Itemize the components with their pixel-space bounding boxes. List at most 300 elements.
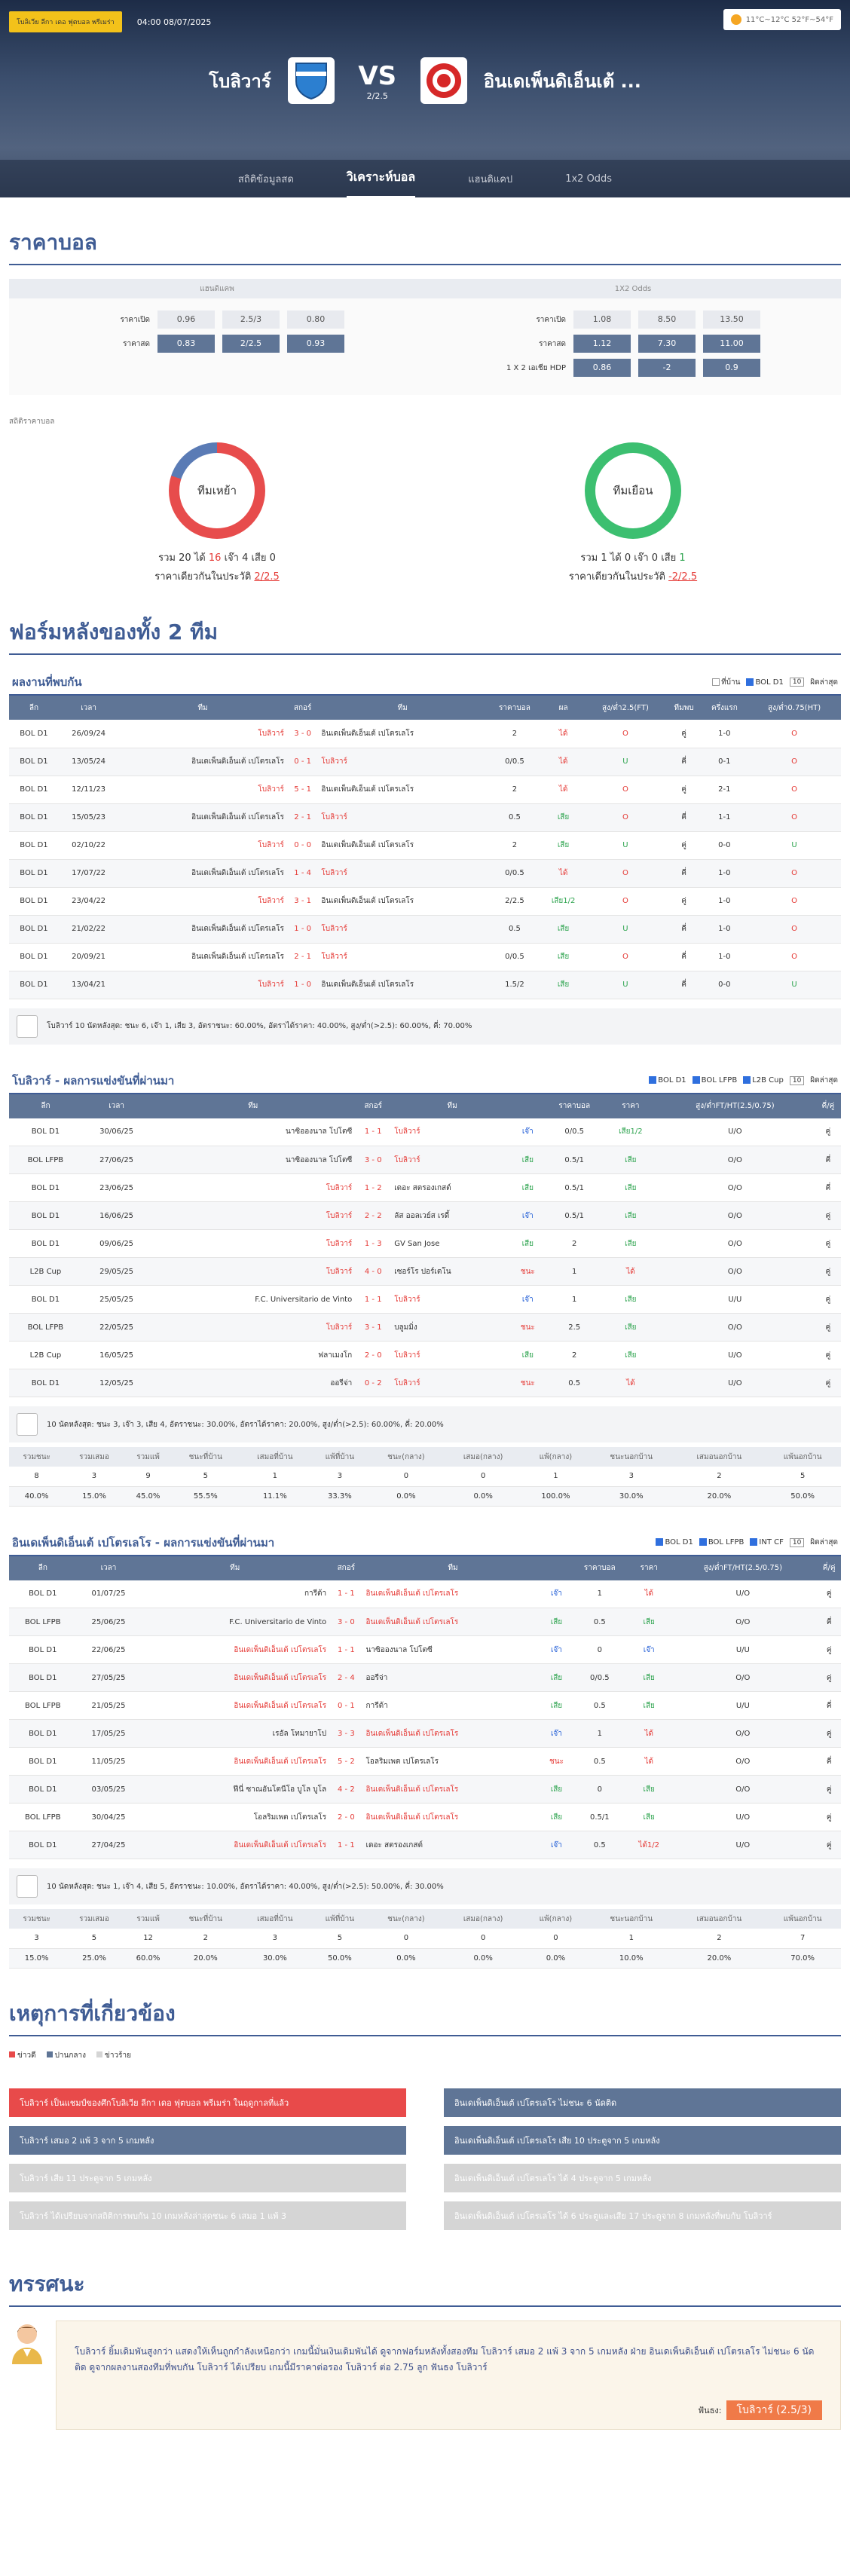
table-cell: 0 - 0 [287, 831, 319, 859]
table-cell: เจ๊า [629, 1636, 668, 1664]
table-cell[interactable]: โบลิวาร์ [391, 1146, 513, 1174]
table-cell: เสีย [607, 1286, 655, 1314]
table-cell: 1-1 [702, 803, 748, 831]
latest-label: ผิดล่าสุด [810, 678, 838, 687]
bol-d1-checkbox[interactable]: BOL D1 [746, 678, 783, 687]
table-cell[interactable]: โบลิวาร์ [151, 1314, 355, 1342]
filter-checkbox[interactable]: BOL LFPB [699, 1538, 745, 1547]
event-item[interactable]: โบลิวาร์ เสมอ 2 แพ้ 3 จาก 5 เกมหลัง [9, 2126, 406, 2155]
table-cell[interactable]: อินเดเพ็นดิเอ็นเต้ เปโตรเลโร [140, 1664, 329, 1692]
odds-cell[interactable]: 1.08 [573, 311, 631, 329]
table-cell: BOL D1 [9, 1369, 82, 1397]
stat-percent: 15.0% [9, 1948, 64, 1968]
tab-analysis[interactable]: วิเคราะห์บอล [347, 159, 415, 198]
table-row [9, 943, 841, 971]
column-header: ชนะที่บ้าน [172, 1909, 239, 1929]
table-cell: คู่ [817, 1831, 841, 1859]
table-cell[interactable]: นาซิอองนาล โปโตซี [151, 1118, 355, 1146]
stat-percent: 20.0% [172, 1948, 239, 1968]
event-item[interactable]: อินเดเพ็นดิเอ็นเต้ เปโตรเลโร เสีย 10 ประตูจาก 5 เกมหลัง [444, 2126, 841, 2155]
table-cell: O [748, 776, 841, 803]
odds-cell[interactable]: 13.50 [703, 311, 760, 329]
stat-percent: 55.5% [172, 1486, 239, 1506]
table-cell[interactable]: อินเดเพ็นดิเอ็นเต้ เปโตรเลโร [118, 859, 287, 887]
stat-percent: 25.0% [64, 1948, 124, 1968]
table-cell: คี่ [815, 1174, 841, 1202]
column-header: ทีม [151, 1094, 355, 1118]
h2h-summary-text: โบลิวาร์ 10 นัดหลังสุด: ชนะ 6, เจ๊า 1, เสีย 3, อัตราชนะ: 60.00%, อัตราได้ราคา: 40.00%, สูง/ต่ำ(>2.5): 60.00%, คี่: 70.00% [47, 1022, 472, 1030]
table-cell[interactable]: โบลิวาร์ [151, 1202, 355, 1230]
table-cell: 16/05/25 [82, 1342, 151, 1369]
column-header: ราคา [607, 1094, 655, 1118]
table-cell: 2 - 1 [287, 803, 319, 831]
table-cell[interactable]: โบลิวาร์ [118, 776, 287, 803]
table-row [9, 748, 841, 776]
table-cell: คู่ [815, 1230, 841, 1258]
h2h-summary [9, 1008, 841, 1045]
count-select[interactable]: 10 [790, 1538, 804, 1547]
table-cell: 3 - 3 [329, 1720, 362, 1748]
column-header: ทีม [318, 696, 487, 720]
odds-cell[interactable]: 0.80 [287, 311, 344, 329]
tab-handicap[interactable]: แฮนดิแคป [468, 173, 513, 185]
table-cell[interactable]: อินเดเพ็นดิเอ็นเต้ เปโตรเลโร [363, 1720, 543, 1748]
table-cell: เสีย [543, 1664, 570, 1692]
column-header: ผล [543, 696, 585, 720]
table-cell[interactable]: โอลริมเพต เปโตรเลโร [140, 1804, 329, 1831]
column-header: ราคาบอล [570, 1556, 629, 1580]
table-cell: 2 [487, 776, 543, 803]
table-cell: คู่ [817, 1776, 841, 1804]
table-cell[interactable]: ลัส ออลเวย์ส เรดี้ [391, 1202, 513, 1230]
filter-checkbox[interactable]: INT CF [750, 1538, 783, 1547]
event-item[interactable]: โบลิวาร์ เป็นแชมป์ของศึกโบลิเวีย ลีกา เดอ ฟุตบอล พรีเมร่า ในฤดูกาลที่แล้ว [9, 2088, 406, 2117]
notes-icon [17, 1413, 38, 1436]
table-cell: U/U [668, 1636, 817, 1664]
odds-cell[interactable]: 11.00 [703, 335, 760, 353]
count-select[interactable]: 10 [790, 1076, 804, 1085]
table-cell[interactable]: เดอะ สตรองเกสต์ [391, 1174, 513, 1202]
stat-count: 12 [124, 1929, 173, 1948]
table-cell: เสีย1/2 [607, 1118, 655, 1146]
table-cell[interactable]: โบลิวาร์ [391, 1286, 513, 1314]
table-cell: 1-0 [702, 887, 748, 915]
table-cell: U [584, 915, 666, 943]
table-cell: U/U [655, 1286, 815, 1314]
table-cell: คู่ [815, 1118, 841, 1146]
table-cell[interactable]: โบลิวาร์ [151, 1230, 355, 1258]
column-header: ทีม [118, 696, 287, 720]
table-cell: 3 - 1 [355, 1314, 391, 1342]
table-row [9, 1314, 841, 1342]
table-cell: 03/05/25 [77, 1776, 141, 1804]
stat-count: 5 [64, 1929, 124, 1948]
table-cell: O/O [655, 1174, 815, 1202]
table-row [9, 720, 841, 748]
table-cell[interactable]: F.C. Universitario de Vinto [140, 1608, 329, 1636]
column-header: คี่/คู่ [817, 1556, 841, 1580]
notes-icon [17, 1015, 38, 1038]
column-header: ทีม [391, 1094, 513, 1118]
table-row [9, 1118, 841, 1146]
table-cell[interactable]: โอลริมเพต เปโตรเลโร [363, 1748, 543, 1776]
h2h-title: ผลงานที่พบกัน [12, 675, 82, 689]
table-cell: เจ๊า [513, 1286, 543, 1314]
column-header: ลีก [9, 1556, 77, 1580]
table-cell[interactable]: อินเดเพ็นดิเอ็นเต้ เปโตรเลโร [118, 915, 287, 943]
table-cell[interactable]: อินเดเพ็นดิเอ็นเต้ เปโตรเลโร [363, 1580, 543, 1608]
column-header: รวมเสมอ [64, 1909, 124, 1929]
table-cell: 23/06/25 [82, 1174, 151, 1202]
table-cell[interactable]: เซอร์โร ปอร์เตโน [391, 1258, 513, 1286]
table-cell: เสีย [543, 971, 585, 999]
table-cell: เสีย [607, 1174, 655, 1202]
odds-cell[interactable]: 0.83 [157, 335, 215, 353]
table-cell[interactable]: โบลิวาร์ [118, 831, 287, 859]
match-datetime: 04:00 08/07/2025 [136, 17, 212, 27]
table-cell: 02/10/22 [59, 831, 118, 859]
table-cell[interactable]: โบลิวาร์ [118, 887, 287, 915]
column-header: แพ้ที่บ้าน [310, 1447, 368, 1467]
table-cell[interactable]: นาซิอองนาล โปโตซี [151, 1146, 355, 1174]
odds-cell[interactable]: 1.12 [573, 335, 631, 353]
table-cell: 1.5/2 [487, 971, 543, 999]
home-only-checkbox[interactable]: ที่บ้าน [712, 677, 740, 688]
table-cell: เสีย [629, 1804, 668, 1831]
table-cell: 0 - 1 [287, 748, 319, 776]
table-cell: 1 - 1 [355, 1286, 391, 1314]
away-stat-table [9, 1909, 841, 1969]
table-cell: 0/0.5 [543, 1118, 607, 1146]
table-cell: คู่ [667, 776, 702, 803]
home-summary-text: 10 นัดหลังสุด: ชนะ 3, เจ๊า 3, เสีย 4, อัตราชนะ: 30.00%, อัตราได้ราคา: 20.00%, สูง/ต่ำ(>2.5): 60.00%, คี่: 20.00% [47, 1420, 444, 1429]
table-cell: เสีย [513, 1230, 543, 1258]
stat-count: 0 [443, 1467, 522, 1486]
column-header: เสมอนอกบ้าน [674, 1909, 765, 1929]
table-cell: 1 - 1 [329, 1580, 362, 1608]
away-form-summary [9, 1868, 841, 1904]
table-cell: 12/05/25 [82, 1369, 151, 1397]
table-cell: BOL D1 [9, 1664, 77, 1692]
table-cell[interactable]: อินเดเพ็นดิเอ็นเต้ เปโตรเลโร [363, 1608, 543, 1636]
stat-count: 7 [764, 1929, 841, 1948]
table-cell: 0/0.5 [487, 943, 543, 971]
odds-cell[interactable]: 0.93 [287, 335, 344, 353]
table-cell[interactable]: โบลิวาร์ [391, 1118, 513, 1146]
table-cell[interactable]: ออรีจ่า [363, 1664, 543, 1692]
table-cell[interactable]: โบลิวาร์ [318, 859, 487, 887]
table-cell[interactable]: การีต้า [140, 1580, 329, 1608]
table-cell: 1-0 [702, 915, 748, 943]
table-cell: เสีย [607, 1202, 655, 1230]
table-cell: เสีย [543, 831, 585, 859]
table-cell: 17/05/25 [77, 1720, 141, 1748]
filter-checkbox[interactable]: BOL D1 [649, 1076, 686, 1085]
table-cell: 2 - 4 [329, 1664, 362, 1692]
table-cell: BOL D1 [9, 887, 59, 915]
table-cell[interactable]: F.C. Universitario de Vinto [151, 1286, 355, 1314]
stat-count: 3 [64, 1467, 124, 1486]
table-cell: BOL LFPB [9, 1608, 77, 1636]
column-header: เวลา [59, 696, 118, 720]
odds-cell[interactable]: 2/2.5 [222, 335, 280, 353]
odds-panel [9, 279, 841, 395]
table-cell: 20/09/21 [59, 943, 118, 971]
1x2-header: 1X2 Odds [614, 284, 652, 293]
tab-bar [0, 160, 850, 197]
table-cell[interactable]: อินเดเพ็นดิเอ็นเต้ เปโตรเลโร [318, 887, 487, 915]
pick-badge: โบลิวาร์ (2.5/3) [726, 2400, 823, 2420]
column-header: รวมชนะ [9, 1447, 64, 1467]
event-item[interactable]: อินเดเพ็นดิเอ็นเต้ เปโตรเลโร ได้ 4 ประตูจาก 5 เกมหลัง [444, 2164, 841, 2192]
table-cell: ชนะ [513, 1258, 543, 1286]
table-cell[interactable]: GV San Jose [391, 1230, 513, 1258]
event-item[interactable]: อินเดเพ็นดิเอ็นเต้ เปโตรเลโร ได้ 6 ประตูและเสีย 17 ประตูจาก 8 เกมหลังที่พบกับ โบลิวาร์ [444, 2201, 841, 2230]
table-cell: O [584, 887, 666, 915]
table-cell[interactable]: โบลิวาร์ [318, 748, 487, 776]
table-cell: O/O [655, 1258, 815, 1286]
table-cell: O [748, 803, 841, 831]
table-cell[interactable]: อินเดเพ็นดิเอ็นเต้ เปโตรเลโร [318, 971, 487, 999]
stat-count: 8 [9, 1467, 64, 1486]
table-cell[interactable]: อินเดเพ็นดิเอ็นเต้ เปโตรเลโร [140, 1831, 329, 1859]
table-cell[interactable]: อินเดเพ็นดิเอ็นเต้ เปโตรเลโร [363, 1776, 543, 1804]
table-cell: BOL LFPB [9, 1804, 77, 1831]
table-row [9, 1369, 841, 1397]
table-cell: เจ๊า [543, 1636, 570, 1664]
table-cell: 3 - 0 [355, 1146, 391, 1174]
column-header: เสมอที่บ้าน [239, 1447, 310, 1467]
table-cell: BOL D1 [9, 1230, 82, 1258]
column-header: เวลา [82, 1094, 151, 1118]
table-cell: 13/04/21 [59, 971, 118, 999]
table-cell: 1 [570, 1580, 629, 1608]
table-cell: O/O [668, 1720, 817, 1748]
tab-1x2-odds[interactable]: 1x2 Odds [565, 173, 613, 185]
table-cell: 1 - 1 [355, 1118, 391, 1146]
table-cell: คี่ [817, 1692, 841, 1720]
table-row [9, 803, 841, 831]
weather-widget [723, 9, 841, 30]
stat-count: 3 [310, 1467, 368, 1486]
league-badge[interactable]: โบลิเวีย ลีกา เดอ ฟุตบอล พรีเมร่า [9, 11, 122, 32]
table-cell: BOL D1 [9, 803, 59, 831]
table-cell: ได้1/2 [629, 1831, 668, 1859]
filter-checkbox[interactable]: BOL LFPB [693, 1076, 738, 1085]
table-cell: BOL D1 [9, 859, 59, 887]
odds-cell[interactable]: 0.86 [573, 359, 631, 377]
table-cell: U [748, 971, 841, 999]
table-cell: O [584, 803, 666, 831]
stat-count: 3 [589, 1467, 674, 1486]
home-ring-label: ทีมเหย้า [179, 453, 255, 528]
sun-icon [731, 14, 741, 25]
away-ring-label: ทีมเยือน [595, 453, 671, 528]
table-row [9, 1608, 841, 1636]
table-cell: ชนะ [543, 1748, 570, 1776]
table-cell: O [748, 915, 841, 943]
table-cell[interactable]: การีต้า [363, 1692, 543, 1720]
table-cell[interactable]: อินเดเพ็นดิเอ็นเต้ เปโตรเลโร [318, 776, 487, 803]
table-cell[interactable]: ฟลาเมงโก [151, 1342, 355, 1369]
table-cell: O/O [655, 1146, 815, 1174]
table-cell[interactable]: โบลิวาร์ [391, 1369, 513, 1397]
table-cell: U/O [668, 1831, 817, 1859]
table-cell: 12/11/23 [59, 776, 118, 803]
table-cell: เสีย [543, 1608, 570, 1636]
table-cell: 2 - 1 [287, 943, 319, 971]
home-win-ring [169, 442, 265, 539]
stat-percent: 0.0% [368, 1486, 443, 1506]
table-cell[interactable]: นาซิอองนาล โปโตซี [363, 1636, 543, 1664]
table-cell: ได้ [543, 720, 585, 748]
odds-cell[interactable]: -2 [638, 359, 696, 377]
table-cell: BOL D1 [9, 915, 59, 943]
odds-cell[interactable]: 0.96 [157, 311, 215, 329]
table-row [9, 1692, 841, 1720]
table-cell[interactable]: อินเดเพ็นดิเอ็นเต้ เปโตรเลโร [140, 1692, 329, 1720]
table-cell: BOL D1 [9, 1636, 77, 1664]
away-summary-text: 10 นัดหลังสุด: ชนะ 1, เจ๊า 4, เสีย 5, อัตราชนะ: 10.00%, อัตราได้ราคา: 40.00%, สูง/ต่ำ(>2.5): 50.00%, คี่: 30.00% [47, 1882, 444, 1891]
stat-percent: 20.0% [674, 1948, 765, 1968]
table-cell: BOL D1 [9, 1174, 82, 1202]
table-cell: เจ๊า [513, 1202, 543, 1230]
table-cell[interactable]: ฟีนี่ ซาณอันโตนีโอ บูโล บูโล [140, 1776, 329, 1804]
table-cell: O/O [668, 1776, 817, 1804]
table-cell[interactable]: อินเดเพ็นดิเอ็นเต้ เปโตรเลโร [118, 803, 287, 831]
table-cell: 30/04/25 [77, 1804, 141, 1831]
handicap-header: แฮนดิแคพ [200, 284, 234, 293]
table-cell: O [584, 720, 666, 748]
table-cell: คู่ [817, 1720, 841, 1748]
column-header: ชนะนอกบ้าน [589, 1447, 674, 1467]
verdict-block [9, 2321, 841, 2430]
table-cell: U [584, 831, 666, 859]
table-cell[interactable]: อินเดเพ็นดิเอ็นเต้ เปโตรเลโร [140, 1748, 329, 1776]
table-cell: เสีย [513, 1146, 543, 1174]
table-cell: 0.5/1 [570, 1804, 629, 1831]
table-row [9, 776, 841, 803]
table-cell: เสีย [629, 1664, 668, 1692]
filter-checkbox[interactable]: BOL D1 [656, 1538, 693, 1547]
table-cell: O/O [668, 1664, 817, 1692]
table-cell[interactable]: บลูมมิ่ง [391, 1314, 513, 1342]
table-cell: เสีย1/2 [543, 887, 585, 915]
table-cell[interactable]: โบลิวาร์ [151, 1258, 355, 1286]
stat-count: 1 [589, 1929, 674, 1948]
stat-percent: 33.3% [310, 1486, 368, 1506]
table-cell: เสีย [607, 1230, 655, 1258]
table-cell[interactable]: อินเดเพ็นดิเอ็นเต้ เปโตรเลโร [318, 720, 487, 748]
table-cell: 1 [543, 1258, 607, 1286]
odds-cell[interactable]: 2.5/3 [222, 311, 280, 329]
table-cell: U/O [668, 1580, 817, 1608]
table-cell: เจ๊า [513, 1118, 543, 1146]
table-cell: คู่ [817, 1636, 841, 1664]
table-cell: เสีย [629, 1692, 668, 1720]
table-cell[interactable]: อินเดเพ็นดิเอ็นเต้ เปโตรเลโร [140, 1636, 329, 1664]
event-item[interactable]: โบลิวาร์ ได้เปรียบจากสถิติการพบกัน 10 เกมหลังล่าสุดชนะ 6 เสมอ 1 แพ้ 3 [9, 2201, 406, 2230]
table-cell[interactable]: โบลิวาร์ [318, 915, 487, 943]
column-header: ลีก [9, 1094, 82, 1118]
odds-cell[interactable]: 8.50 [638, 311, 696, 329]
table-cell: 11/05/25 [77, 1748, 141, 1776]
table-cell[interactable]: เรอัล โทมายาโป [140, 1720, 329, 1748]
table-cell: 2 - 2 [355, 1202, 391, 1230]
table-cell: BOL D1 [9, 1748, 77, 1776]
table-cell: คู่ [667, 720, 702, 748]
table-cell: BOL D1 [9, 1202, 82, 1230]
stat-percent: 15.0% [64, 1486, 124, 1506]
count-select[interactable]: 10 [790, 678, 804, 687]
event-item[interactable]: อินเดเพ็นดิเอ็นเต้ เปโตรเลโร ไม่ชนะ 6 นัดติด [444, 2088, 841, 2117]
event-item[interactable]: โบลิวาร์ เสีย 11 ประตูจาก 5 เกมหลัง [9, 2164, 406, 2192]
h2h-table [9, 696, 841, 999]
table-cell[interactable]: โบลิวาร์ [118, 720, 287, 748]
table-cell[interactable]: อินเดเพ็นดิเอ็นเต้ เปโตรเลโร [118, 943, 287, 971]
odds-label: ราคาเปิด [120, 315, 150, 324]
column-header: สูง/ต่ำFT/HT(2.5/0.75) [668, 1556, 817, 1580]
table-cell[interactable]: อินเดเพ็นดิเอ็นเต้ เปโตรเลโร [118, 748, 287, 776]
odds-section-title: ราคาบอล [9, 197, 841, 265]
table-cell[interactable]: ออรีจ่า [151, 1369, 355, 1397]
table-cell: 2 - 0 [355, 1342, 391, 1369]
away-form-table [9, 1556, 841, 1860]
table-row [9, 1230, 841, 1258]
table-cell[interactable]: โบลิวาร์ [151, 1174, 355, 1202]
column-header: เสมอนอกบ้าน [674, 1447, 765, 1467]
table-cell: L2B Cup [9, 1342, 82, 1369]
filter-checkbox[interactable]: L2B Cup [743, 1076, 784, 1085]
stat-percent: 40.0% [9, 1486, 64, 1506]
home-form-table [9, 1094, 841, 1398]
table-cell: 25/06/25 [77, 1608, 141, 1636]
odds-cell[interactable]: 7.30 [638, 335, 696, 353]
away-form-title: อินเดเพ็นดิเอ็นเต้ เปโตรเลโร - ผลการแข่งขันที่ผ่านมา [12, 1535, 275, 1550]
table-cell[interactable]: เดอะ สตรองเกสต์ [363, 1831, 543, 1859]
vs-block [351, 61, 404, 101]
stat-percent: 20.0% [674, 1486, 765, 1506]
column-header: สูง/ต่ำFT/HT(2.5/0.75) [655, 1094, 815, 1118]
tab-live-stats[interactable]: สถิติข้อมูลสด [237, 173, 294, 185]
table-cell: เจ๊า [543, 1720, 570, 1748]
column-header: คี่/คู่ [815, 1094, 841, 1118]
table-cell[interactable]: โบลิวาร์ [391, 1342, 513, 1369]
column-header: แพ้นอกบ้าน [764, 1909, 841, 1929]
table-cell: คี่ [817, 1608, 841, 1636]
column-header: แพ้ที่บ้าน [310, 1909, 368, 1929]
weather-text: 11°C~12°C 52°F~54°F [745, 15, 833, 24]
table-cell[interactable]: โบลิวาร์ [318, 803, 487, 831]
stat-count: 0 [523, 1929, 589, 1948]
table-cell: 0.5/1 [543, 1174, 607, 1202]
column-header: สกอร์ [329, 1556, 362, 1580]
table-cell: U [584, 971, 666, 999]
stat-count: 2 [172, 1929, 239, 1948]
odds-cell[interactable]: 0.9 [703, 359, 760, 377]
table-cell: ได้ [607, 1258, 655, 1286]
table-cell[interactable]: โบลิวาร์ [318, 943, 487, 971]
table-cell: BOL D1 [9, 943, 59, 971]
table-cell[interactable]: โบลิวาร์ [118, 971, 287, 999]
verdict-title: ทรรศนะ [9, 2239, 841, 2307]
column-header: แพ้นอกบ้าน [764, 1447, 841, 1467]
stat-percent: 0.0% [368, 1948, 443, 1968]
table-cell[interactable]: อินเดเพ็นดิเอ็นเต้ เปโตรเลโร [318, 831, 487, 859]
header-handicap: 2/2.5 [366, 90, 388, 101]
table-cell[interactable]: อินเดเพ็นดิเอ็นเต้ เปโตรเลโร [363, 1804, 543, 1831]
table-cell: O/O [655, 1230, 815, 1258]
